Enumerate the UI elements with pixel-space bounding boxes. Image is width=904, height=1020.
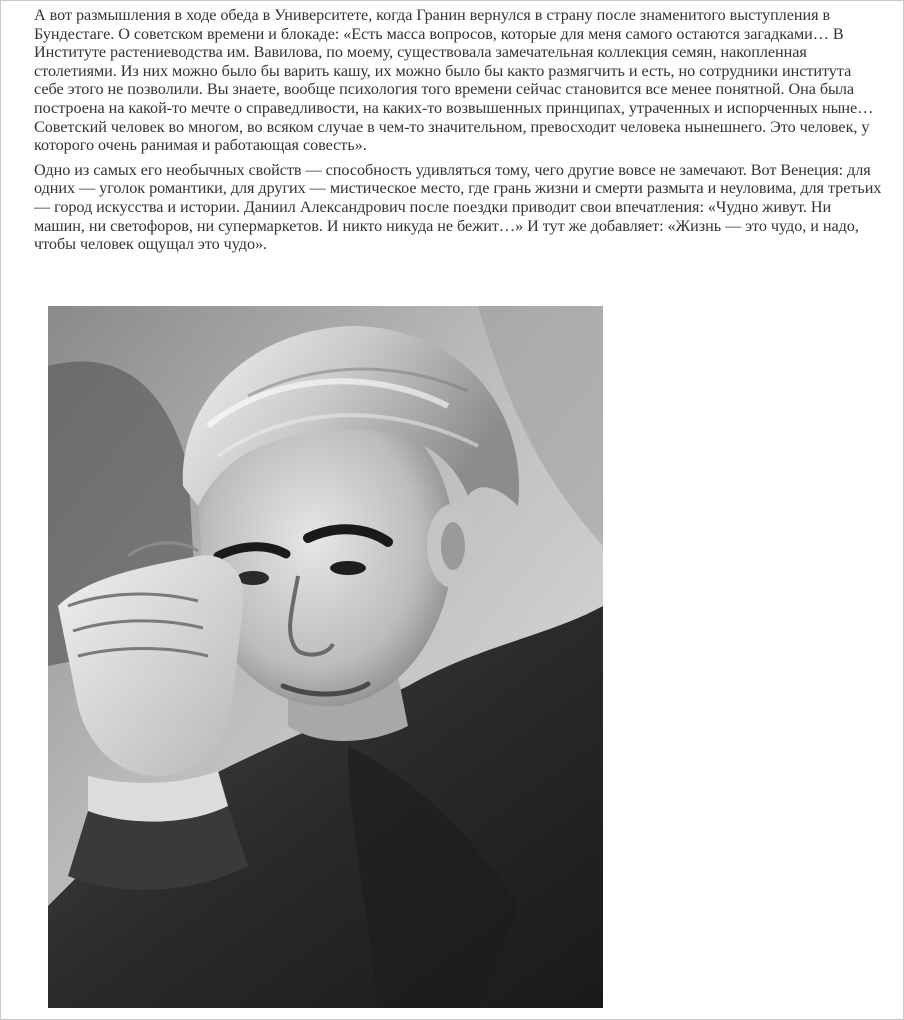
article-paragraph-1: А вот размышления в ходе обеда в Университете, когда Гранин вернулся в страну после знаменитого выступления в Бундестаге. О советском времени и блокаде: «Есть масса вопросов, которые для меня самого остаются загадками… В Институте растениеводства им. Вавилова, по моему, существовала замечательная коллекция семян, накопленная столетиями. Из них можно было бы варить кашу, их можно было бы както размягчить и есть, но сотрудники института себе этого не позволили. Вы знаете, вообще психология того времени сейчас становится все менее понятной. Она была построена на какой-то мечте о справедливости, на каких-то возвышенных принципах, утраченных и испорченных ныне… Советский человек во многом, во всяком случае в чем-то значительном, превосходит человека нынешнего. Это человек, у которого очень ранимая и работающая совесть».: [34, 6, 874, 155]
article-text: [34, 6, 884, 260]
portrait-illustration: [48, 306, 603, 1008]
article-paragraph-2: Одно из самых его необычных свойств — способность удивляться тому, чего другие вовсе не замечают. Вот Венеция: для одних — уголок романтики, для других — мистическое место, где грань жизни и смерти размыта и неуловима, для третьих — город искусства и истории. Даниил Александрович после поездки приводит свои впечатления: «Чудно живут. Ни машин, ни светофоров, ни супермаркетов. И никто никуда не бежит…» И тут же добавляет: «Жизнь — это чудо, и надо, чтобы человек ощущал это чудо».: [34, 160, 882, 254]
portrait-photo: [48, 306, 603, 1008]
